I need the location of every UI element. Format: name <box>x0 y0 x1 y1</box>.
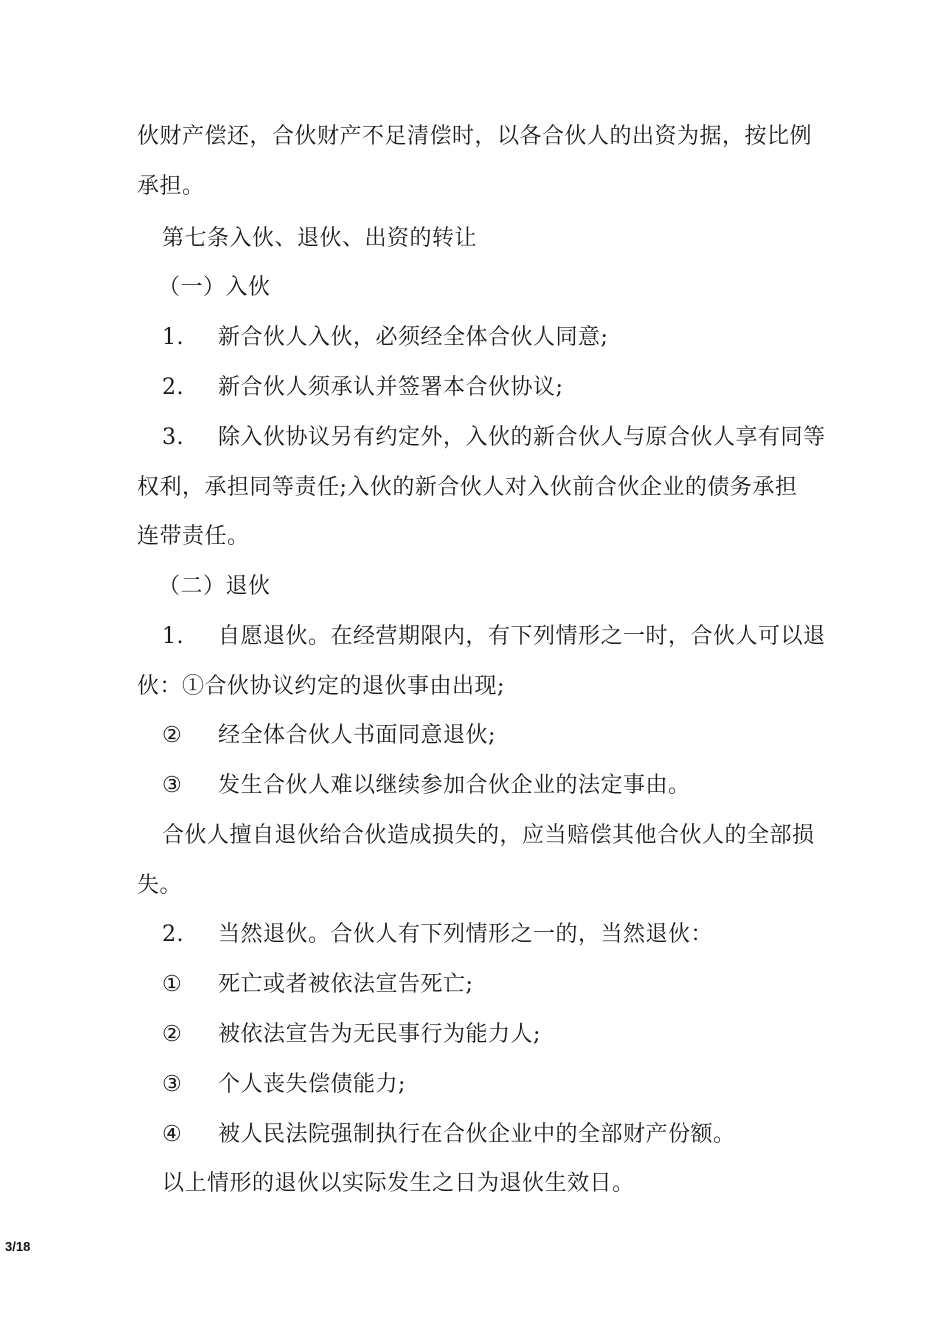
page-number: 3/18 <box>5 1239 31 1254</box>
section-heading: （一）入伙 <box>158 275 271 300</box>
list-item: 2. 新合伙人须承认并签署本合伙协议; <box>162 373 563 403</box>
paragraph-line: 承担。 <box>137 174 205 199</box>
list-item: 1. 自愿退伙。在经营期限内，有下列情形之一时，合伙人可以退 <box>162 622 826 652</box>
list-item: ④ 被人民法院强制执行在合伙企业中的全部财产份额。 <box>162 1120 736 1150</box>
paragraph-line: 伙：①合伙协议约定的退伙事由出现; <box>137 674 505 699</box>
list-item: ② 经全体合伙人书面同意退伙; <box>162 721 496 751</box>
paragraph-line: 以上情形的退伙以实际发生之日为退伙生效日。 <box>162 1171 635 1196</box>
list-item-number: ② <box>162 1022 183 1047</box>
list-item: ① 死亡或者被依法宣告死亡; <box>162 970 473 1000</box>
section-heading: （二）退伙 <box>158 574 271 599</box>
list-item: 1. 新合伙人入伙，必须经全体合伙人同意; <box>162 323 608 353</box>
paragraph-line: 权利，承担同等责任;入伙的新合伙人对入伙前合伙企业的债务承担 <box>137 475 798 500</box>
list-item: ② 被依法宣告为无民事行为能力人; <box>162 1020 541 1050</box>
list-item-number: 1. <box>162 624 184 649</box>
list-item: ③ 个人丧失偿债能力; <box>162 1070 406 1100</box>
article-heading: 第七条入伙、退伙、出资的转让 <box>162 226 478 251</box>
list-item-number: ③ <box>162 1072 183 1097</box>
list-item-number: 2. <box>162 922 184 947</box>
list-item-number: 3. <box>162 425 184 450</box>
list-item: ③ 发生合伙人难以继续参加合伙企业的法定事由。 <box>162 771 691 801</box>
list-item-number: ③ <box>162 773 183 798</box>
paragraph-line: 伙财产偿还，合伙财产不足清偿时，以各合伙人的出资为据，按比例 <box>137 124 813 149</box>
list-item-number: ② <box>162 723 183 748</box>
list-item-number: ① <box>162 972 183 997</box>
paragraph-line: 合伙人擅自退伙给合伙造成损失的，应当赔偿其他合伙人的全部损 <box>162 823 815 848</box>
list-item-number: 1. <box>162 325 184 350</box>
list-item-number: 2. <box>162 375 184 400</box>
list-item-number: ④ <box>162 1122 183 1147</box>
paragraph-line: 连带责任。 <box>137 524 250 549</box>
list-item: 3. 除入伙协议另有约定外，入伙的新合伙人与原合伙人享有同等 <box>162 423 826 453</box>
list-item: 2. 当然退伙。合伙人有下列情形之一的，当然退伙： <box>162 920 713 950</box>
paragraph-line: 失。 <box>137 873 183 898</box>
